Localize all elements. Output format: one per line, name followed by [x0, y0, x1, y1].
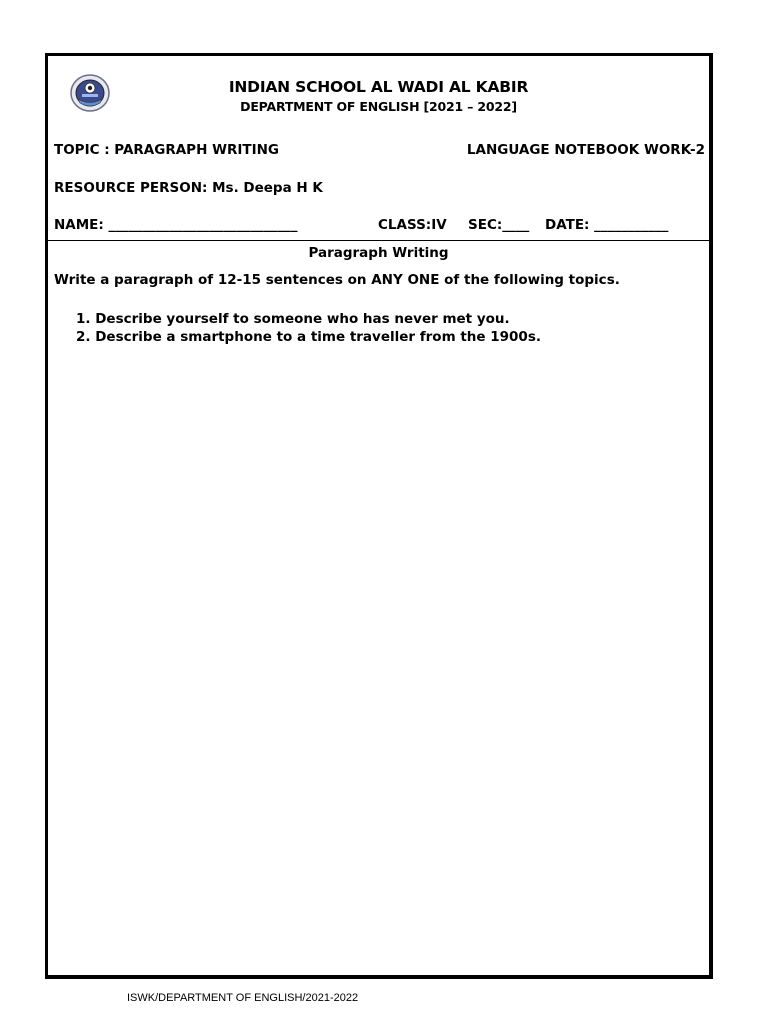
topic-label: TOPIC : PARAGRAPH WRITING — [54, 142, 279, 158]
notebook-label: LANGUAGE NOTEBOOK WORK-2 — [466, 142, 705, 158]
list-item: 1. Describe yourself to someone who has never met you. — [76, 311, 510, 327]
resource-person: RESOURCE PERSON: Ms. Deepa H K — [54, 180, 323, 196]
section-title: Paragraph Writing — [308, 245, 449, 261]
department-title: DEPARTMENT OF ENGLISH [2021 – 2022] — [240, 99, 517, 114]
footer-text: ISWK/DEPARTMENT OF ENGLISH/2021-2022 — [127, 992, 359, 1004]
class-label: CLASS:IV — [378, 217, 447, 233]
header-divider — [48, 240, 709, 241]
name-field[interactable]: NAME: ____________________________ — [54, 217, 298, 233]
instruction-text: Write a paragraph of 12-15 sentences on ANY ONE of the following topics. — [54, 272, 620, 288]
school-name: INDIAN SCHOOL AL WADI AL KABIR — [228, 78, 529, 96]
section-field[interactable]: SEC:____ — [468, 217, 530, 233]
topic-list — [76, 310, 541, 346]
list-item: 2. Describe a smartphone to a time traveller from the 1900s. — [76, 329, 541, 345]
worksheet-frame — [45, 53, 713, 979]
date-field[interactable]: DATE: ___________ — [545, 217, 669, 233]
